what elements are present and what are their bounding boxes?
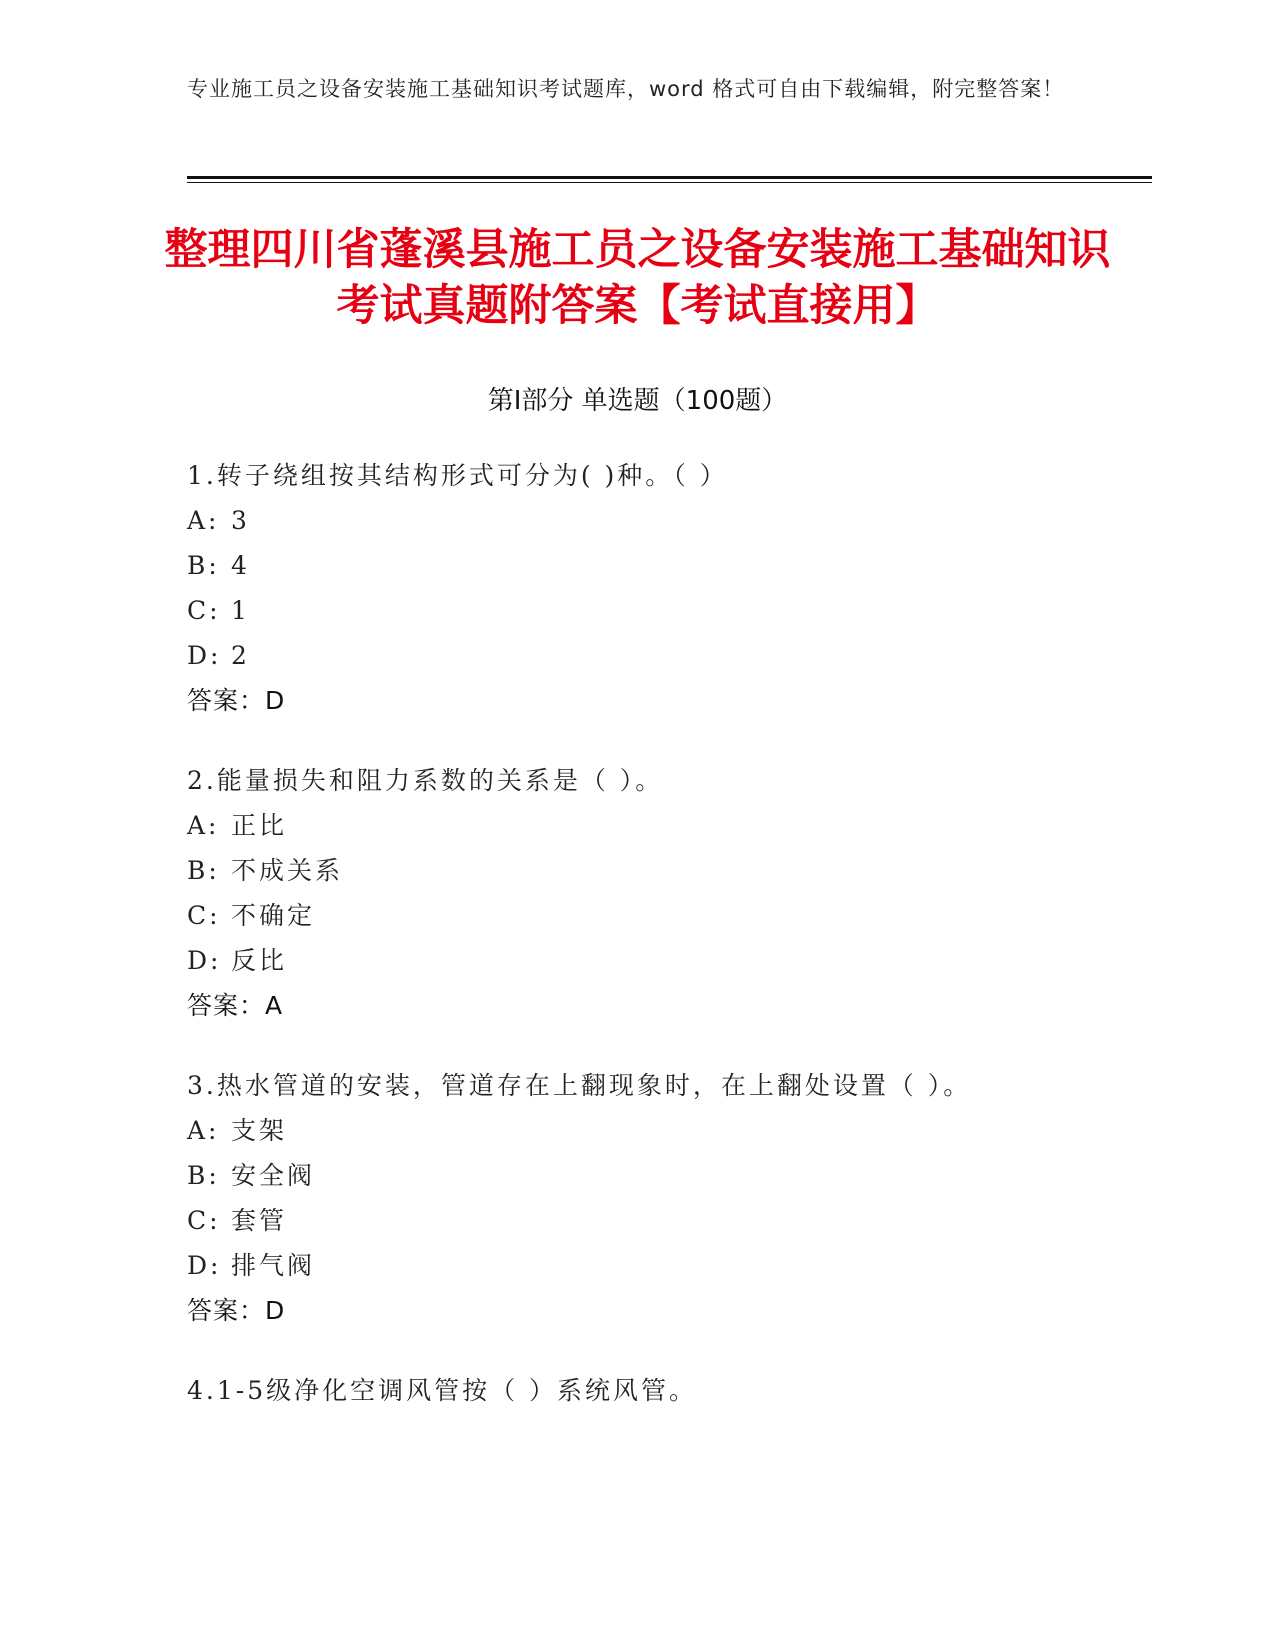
question-2 [187,758,1147,1028]
option-text: 反比 [231,946,288,975]
option-b [187,848,1147,893]
option-text: 排气阀 [231,1251,316,1280]
option-d [187,1243,1147,1288]
option-letter: D: [187,641,222,670]
question-4 [187,1368,1147,1413]
option-text: 2 [231,641,250,670]
question-3 [187,1063,1147,1333]
option-text: 4 [231,551,250,580]
option-a [187,803,1147,848]
option-text: 套管 [231,1206,288,1235]
option-text: 3 [231,506,250,535]
option-c [187,893,1147,938]
header-divider-thick [187,176,1152,179]
option-letter: C: [187,901,221,930]
option-letter: B: [187,856,220,885]
option-c [187,588,1147,633]
option-b [187,543,1147,588]
question-text: 3.热水管道的安装，管道存在上翻现象时，在上翻处设置（ ）。 [187,1071,972,1100]
document-title: 整理四川省蓬溪县施工员之设备安装施工基础知识考试真题附答案【考试直接用】 [164,225,1111,331]
option-letter: C: [187,596,221,625]
option-letter: A: [187,506,220,535]
option-text: 不成关系 [231,856,344,885]
option-letter: D: [187,1251,222,1280]
answer: 答案：D [187,1296,286,1325]
option-letter: D: [187,946,222,975]
option-letter: B: [187,1161,220,1190]
option-letter: B: [187,551,220,580]
option-text: 1 [231,596,250,625]
option-letter: A: [187,1116,220,1145]
option-letter: A: [187,811,220,840]
question-text: 1.转子绕组按其结构形式可分为( )种。（ ） [187,461,728,490]
header-divider-thin [187,182,1152,183]
option-a [187,498,1147,543]
question-text: 2.能量损失和阻力系数的关系是（ ）。 [187,766,664,795]
option-a [187,1108,1147,1153]
option-d [187,938,1147,983]
answer: 答案：D [187,686,286,715]
question-1 [187,453,1147,723]
option-text: 正比 [231,811,288,840]
option-c [187,1198,1147,1243]
header-note: 专业施工员之设备安装施工基础知识考试题库，word 格式可自由下载编辑，附完整答案！ [187,77,1065,101]
option-d [187,633,1147,678]
option-b [187,1153,1147,1198]
option-text: 安全阀 [231,1161,316,1190]
question-text: 4.1-5级净化空调风管按（ ）系统风管。 [187,1376,698,1405]
answer: 答案：A [187,991,284,1020]
section-heading: 第Ⅰ部分 单选题（100题） [487,386,788,416]
option-text: 支架 [231,1116,288,1145]
option-letter: C: [187,1206,221,1235]
option-text: 不确定 [231,901,316,930]
